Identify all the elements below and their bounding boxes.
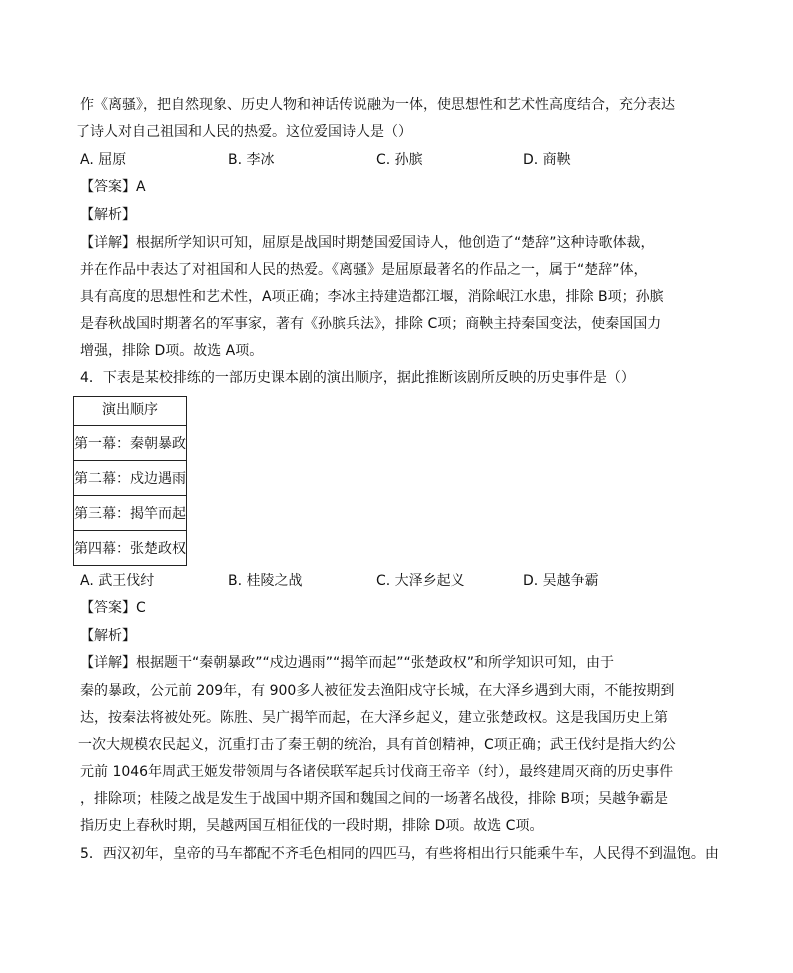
table-row-3: 第三幕：揭竿而起 bbox=[74, 496, 187, 531]
q3-detail-line-1: 【详解】根据所学知识可知，屈原是战国时期楚国爱国诗人，他创造了“楚辞”这种诗歌体裁， bbox=[80, 235, 655, 251]
q3-option-a: A. 屈原 bbox=[80, 152, 127, 168]
q4-detail-line-7: 指历史上春秋时期，吴越两国互相征伐的一段时期，排除 D项。故选 C项。 bbox=[80, 818, 544, 834]
q4-option-b: B. 桂陵之战 bbox=[228, 573, 303, 589]
q3-detail-line-4: 是春秋战国时期著名的军事家，著有《孙膑兵法》，排除 C项；商鞅主持秦国变法，使秦国国力 bbox=[80, 316, 662, 332]
q4-option-a: A. 武王伐纣 bbox=[80, 573, 155, 589]
q4-detail-line-3: 达，按秦法将被处死。陈胜、吴广揭竿而起，在大泽乡起义，建立张楚政权。这是我国历史上第 bbox=[80, 710, 668, 726]
q3-detail-line-3: 具有高度的思想性和艺术性，A项正确；李冰主持建造都江堰，消除岷江水患，排除 B项；孙膑 bbox=[80, 289, 664, 305]
q4-analysis-label: 【解析】 bbox=[80, 628, 136, 644]
q3-detail-line-2: 并在作品中表达了对祖国和人民的热爱。《离骚》是屈原最著名的作品之一，属于“楚辞”体， bbox=[80, 262, 648, 278]
q3-detail-line-5: 增强，排除 D项。故选 A项。 bbox=[80, 343, 264, 359]
q3-stem-line-2: 了诗人对自己祖国和人民的热爱。这位爱国诗人是（） bbox=[76, 124, 412, 140]
q4-detail-line-6: ，排除项；桂陵之战是发生于战国中期齐国和魏国之间的一场著名战役，排除 B项；吴越争霸是 bbox=[80, 791, 669, 807]
q4-detail-line-1: 【详解】根据题干“秦朝暴政”“戍边遇雨”“揭竿而起”“张楚政权”和所学知识可知，由于 bbox=[80, 655, 615, 671]
table-row-2: 第二幕：戍边遇雨 bbox=[74, 461, 187, 496]
q4-detail-line-2: 秦的暴政，公元前 209年，有 900多人被征发去渔阳戍守长城，在大泽乡遇到大雨，不能按期到 bbox=[80, 683, 675, 699]
performance-order-table bbox=[73, 396, 187, 566]
q3-option-d: D. 商鞅 bbox=[523, 152, 571, 168]
q4-option-c: C. 大泽乡起义 bbox=[376, 573, 465, 589]
table-row-4: 第四幕：张楚政权 bbox=[74, 531, 187, 566]
q4-stem: 4．下表是某校排练的一部历史课本剧的演出顺序，据此推断该剧所反映的历史事件是（） bbox=[80, 370, 635, 386]
table-header: 演出顺序 bbox=[74, 397, 187, 426]
q3-stem-line-1: 作《离骚》，把自然现象、历史人物和神话传说融为一体，使思想性和艺术性高度结合，充分表达 bbox=[80, 97, 675, 113]
q3-analysis-label: 【解析】 bbox=[80, 207, 136, 223]
q4-answer: 【答案】C bbox=[80, 600, 146, 616]
table-row-1: 第一幕：秦朝暴政 bbox=[74, 426, 187, 461]
q3-option-c: C. 孙膑 bbox=[376, 152, 423, 168]
q4-detail-line-4: 一次大规模农民起义，沉重打击了秦王朝的统治，具有首创精神，C项正确；武王伐纣是指大约公 bbox=[78, 737, 676, 753]
q3-answer: 【答案】A bbox=[80, 179, 146, 195]
q3-option-b: B. 李冰 bbox=[228, 152, 275, 168]
q5-stem: 5．西汉初年，皇帝的马车都配不齐毛色相同的四匹马，有些将相出行只能乘牛车，人民得不到温饱。由 bbox=[80, 846, 719, 862]
q4-detail-line-5: 元前 1046年周武王姬发带领周与各诸侯联军起兵讨伐商王帝辛（纣），最终建周灭商的历史事件 bbox=[80, 764, 674, 780]
q4-option-d: D. 吴越争霸 bbox=[523, 573, 599, 589]
